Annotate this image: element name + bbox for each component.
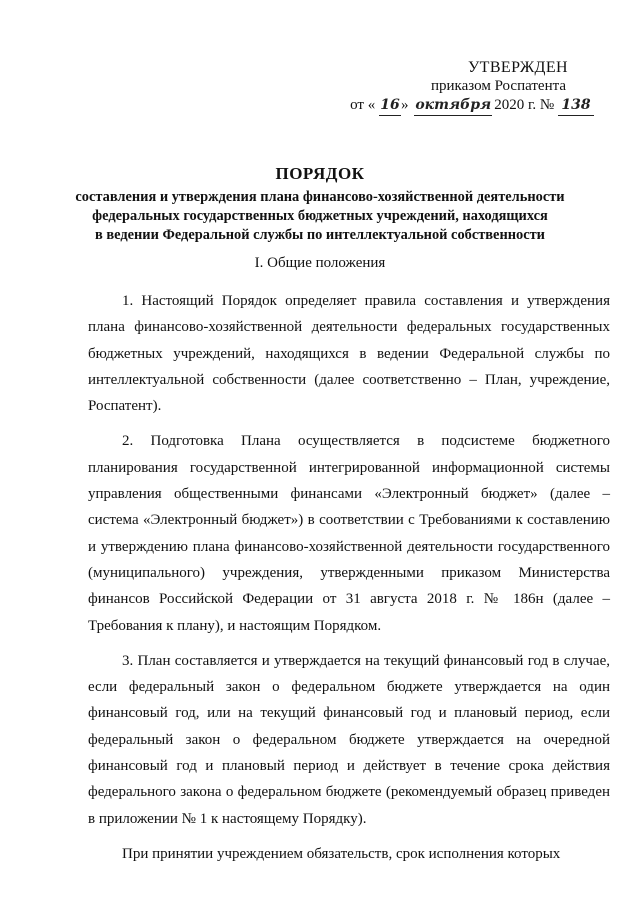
date-mid: »: [400, 97, 409, 113]
handwritten-month: октября: [414, 96, 492, 116]
approval-title: УТВЕРЖДЕН: [467, 59, 568, 76]
handwritten-number: 138: [558, 96, 594, 116]
paragraph-4: При принятии учреждением обязательств, срок исполнения которых: [122, 845, 561, 862]
document-title: ПОРЯДОК: [275, 164, 365, 183]
approval-date-line: [350, 96, 594, 116]
title-block: [0, 164, 640, 245]
document-subtitle: [0, 188, 640, 245]
date-prefix: от «: [350, 97, 376, 113]
paragraph-2: 2. Подготовка Плана осуществляется в подсистеме бюджетного планирования государственной интегрированной информационной системы управления общественными финансами «Электронный бюджет» (далее – система «Электронный бюджет») в соответствии с Требованиями к составлению и утверждению плана финансово-хозяйственной деятельности государственного (муниципального) учреждения, утвержденными приказом Министерства финансов Российской Федерации от 31 августа 2018 г. № 186н (далее – Требования к плану), и настоящим Порядком.: [88, 433, 610, 634]
approval-stamp: [350, 58, 594, 116]
subtitle-line: федеральных государственных бюджетных учреждений, находящихся: [92, 208, 548, 224]
approval-issuer: приказом Роспатента: [431, 78, 566, 94]
handwritten-day: 16: [379, 96, 401, 116]
section-heading: I. Общие положения: [254, 255, 386, 271]
paragraph-1: 1. Настоящий Порядок определяет правила составления и утверждения плана финансово-хозяйственной деятельности федеральных государственных бюджетных учреждений, находящихся в ведении Федеральной службы по интеллектуальной собственности (далее соответственно – План, учреждение, Роспатент).: [88, 293, 610, 415]
date-year: 2020 г. №: [494, 97, 555, 113]
subtitle-line: в ведении Федеральной службы по интеллектуальной собственности: [95, 227, 545, 243]
subtitle-line: составления и утверждения плана финансово-хозяйственной деятельности: [75, 189, 565, 205]
paragraph-3: 3. План составляется и утверждается на текущий финансовый год в случае, если федеральный закон о федеральном бюджете утверждается на один финансовый год, или на текущий финансовый год и плановый период, если федеральный закон о федеральном бюджете утверждается на очередной финансовый год и плановый период и действует в течение срока действия федерального закона о федеральном бюджете (рекомендуемый образец приведен в приложении № 1 к настоящему Порядку).: [88, 652, 610, 827]
document-body: [88, 288, 610, 876]
